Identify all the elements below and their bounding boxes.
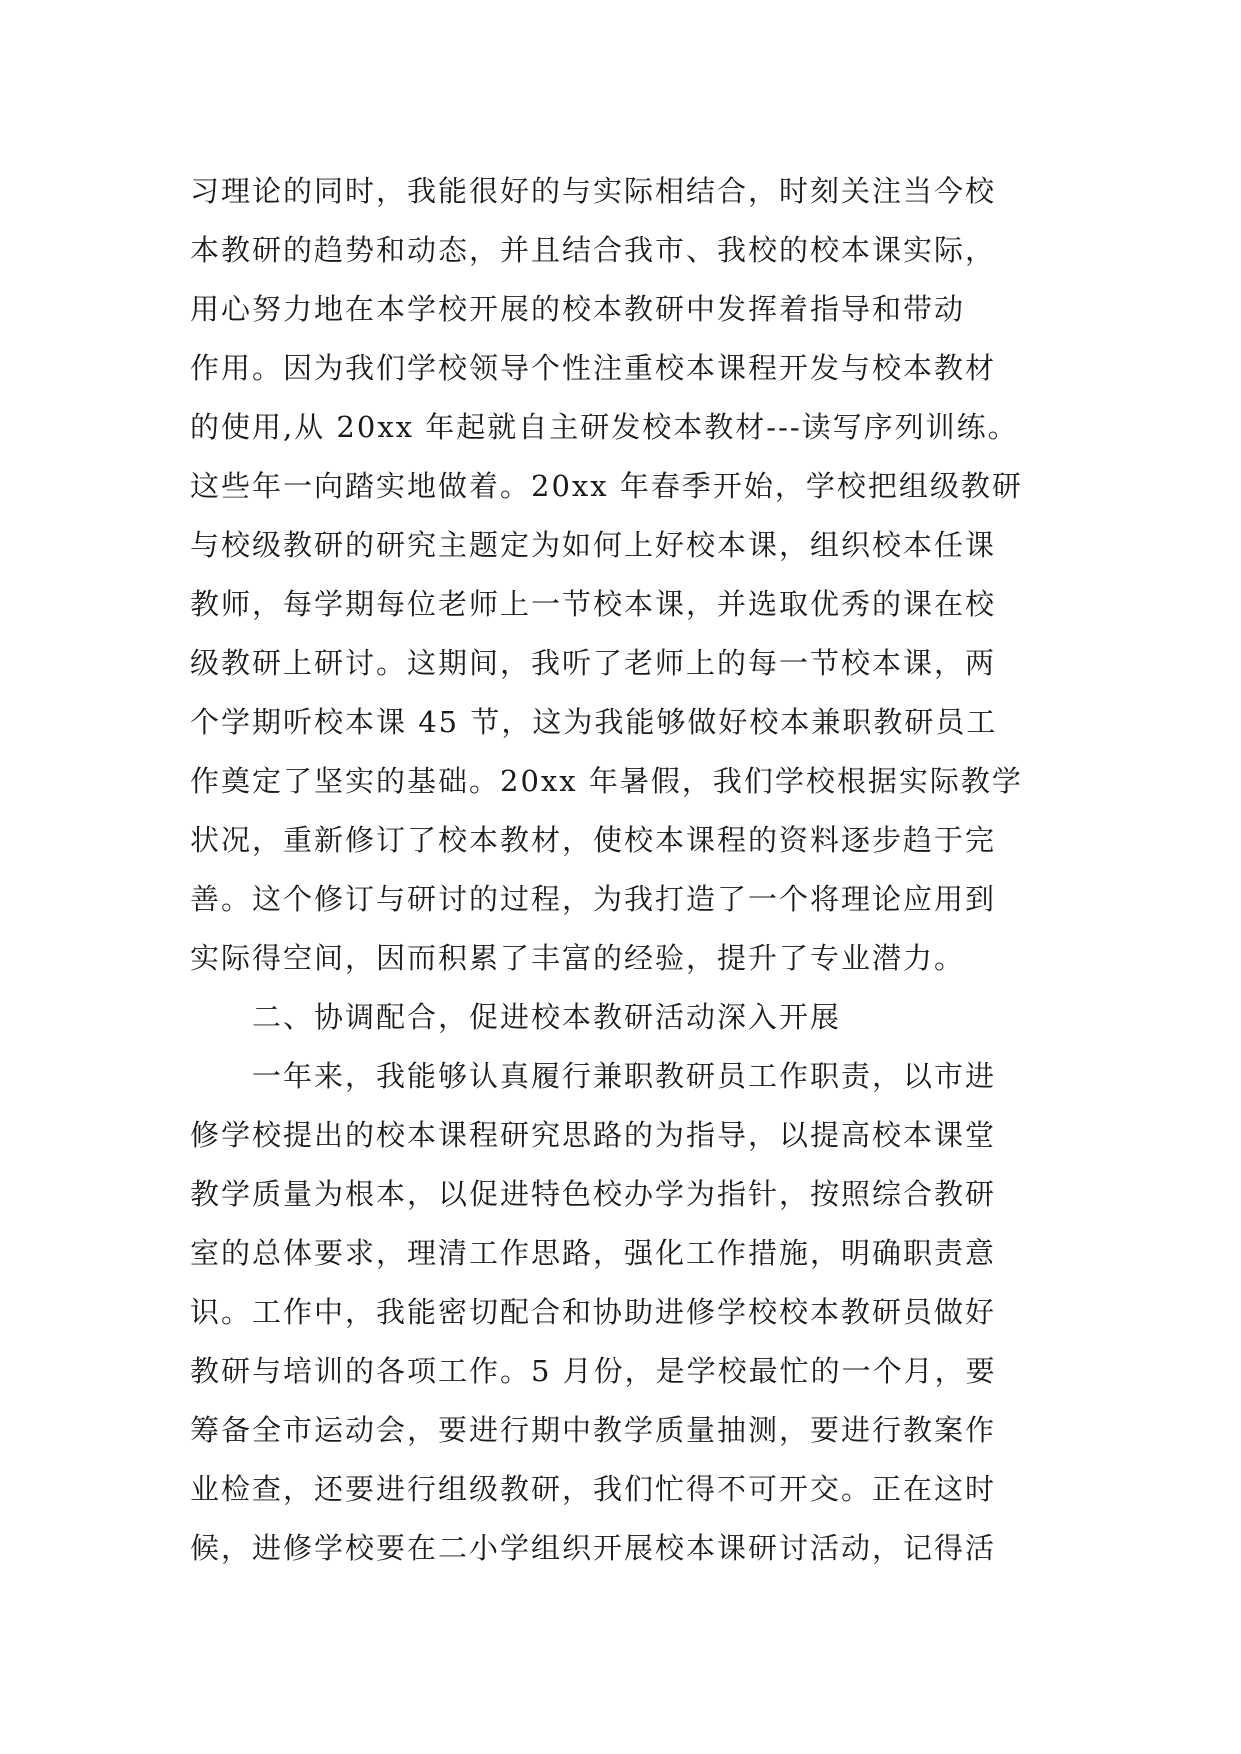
paragraph-line: 用心努力地在本学校开展的校本教研中发挥着指导和带动 [190, 292, 966, 326]
paragraph-line: 这些年一向踏实地做着。20xx 年春季开始，学校把组级教研 [190, 469, 1023, 503]
paragraph-line: 实际得空间，因而积累了丰富的经验，提升了专业潜力。 [190, 941, 966, 975]
paragraph-line: 筹备全市运动会，要进行期中教学质量抽测，要进行教案作 [190, 1413, 997, 1447]
paragraph-line: 级教研上研讨。这期间，我听了老师上的每一节校本课，两 [190, 646, 997, 680]
paragraph-line: 修学校提出的校本课程研究思路的为指导，以提高校本课堂 [190, 1118, 997, 1152]
paragraph-line: 一年来，我能够认真履行兼职教研员工作职责，以市进 [252, 1059, 997, 1093]
paragraph-line: 个学期听校本课 45 节，这为我能够做好校本兼职教研员工 [190, 705, 998, 739]
paragraph-line: 候，进修学校要在二小学组织开展校本课研讨活动，记得活 [190, 1531, 997, 1565]
document-body [190, 162, 1070, 1578]
paragraph-line: 作奠定了坚实的基础。20xx 年暑假，我们学校根据实际教学 [190, 764, 1023, 798]
paragraph-line: 室的总体要求，理清工作思路，强化工作措施，明确职责意 [190, 1236, 997, 1270]
section-heading: 二、协调配合，促进校本教研活动深入开展 [252, 1000, 842, 1034]
paragraph-line: 本教研的趋势和动态，并且结合我市、我校的校本课实际， [190, 233, 997, 267]
paragraph-line: 识。工作中，我能密切配合和协助进修学校校本教研员做好 [190, 1295, 997, 1329]
paragraph-line: 教研与培训的各项工作。5 月份，是学校最忙的一个月，要 [190, 1354, 997, 1388]
paragraph-line: 习理论的同时，我能很好的与实际相结合，时刻关注当今校 [190, 174, 997, 208]
paragraph-line: 与校级教研的研究主题定为如何上好校本课，组织校本任课 [190, 528, 997, 562]
paragraph-line: 作用。因为我们学校领导个性注重校本课程开发与校本教材 [190, 351, 997, 385]
paragraph-line: 善。这个修订与研讨的过程，为我打造了一个将理论应用到 [190, 882, 997, 916]
paragraph-line: 状况，重新修订了校本教材，使校本课程的资料逐步趋于完 [190, 823, 997, 857]
paragraph-line: 教师，每学期每位老师上一节校本课，并选取优秀的课在校 [190, 587, 997, 621]
paragraph-line: 教学质量为根本，以促进特色校办学为指针，按照综合教研 [190, 1177, 997, 1211]
paragraph-line: 业检查，还要进行组级教研，我们忙得不可开交。正在这时 [190, 1472, 997, 1506]
paragraph-line: 的使用,从 20xx 年起就自主研发校本教材---读写序列训练。 [190, 410, 1019, 444]
